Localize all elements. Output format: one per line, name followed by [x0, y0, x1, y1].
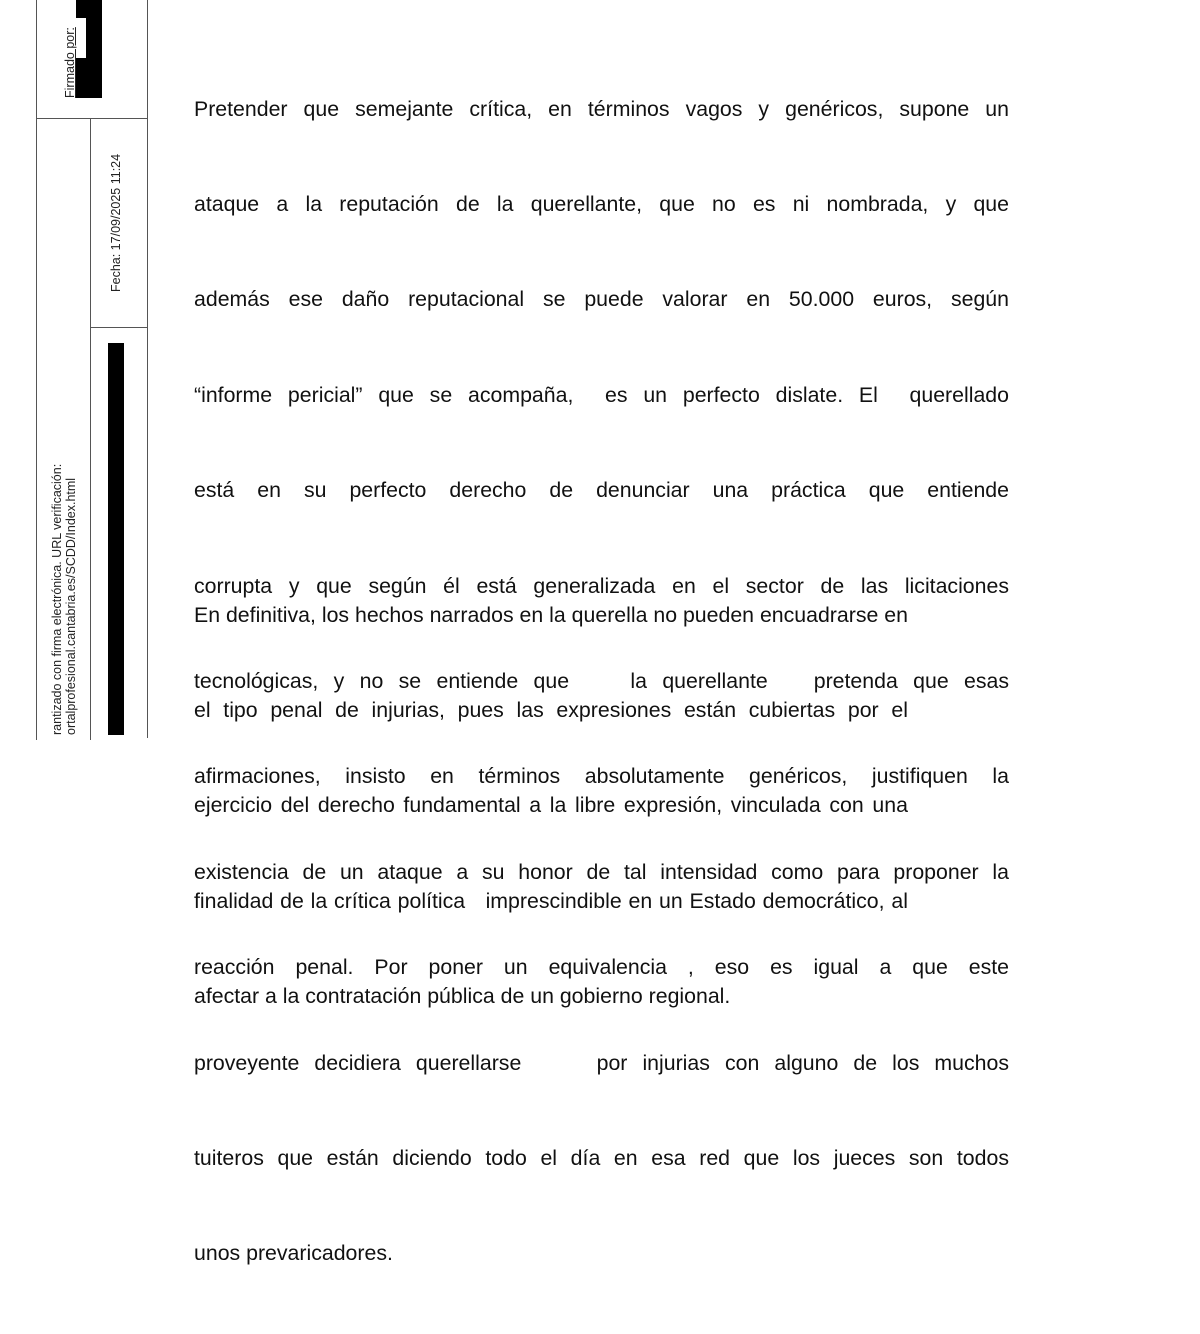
text-line: afectar a la contratación pública de un gobierno regional. — [194, 984, 731, 1009]
text-line: el tipo penal de injurias, pues las expresiones están cubiertas por el — [194, 697, 908, 722]
text-line: En definitiva, los hechos narrados en la querella no pueden encuadrarse en — [194, 602, 908, 627]
redacted-signature — [86, 18, 102, 58]
text-line: ataque a la reputación de la querellante, que no es ni nombrada, y que — [194, 191, 1009, 216]
text-line: está en su perfecto derecho de denunciar una práctica que entiende — [194, 478, 1009, 503]
signed-by-label: Firmado por: — [63, 27, 77, 98]
paragraph — [194, 536, 908, 1077]
document-body — [194, 30, 1009, 1334]
text-line: además ese daño reputacional se puede valorar en 50.000 euros, según — [194, 287, 1009, 312]
verification-url: ortalprofesional.cantabria.es/SCDD/Index.html — [64, 477, 78, 735]
text-line: afirmaciones, insisto en términos absolutamente genéricos, justifiquen la — [194, 764, 1009, 789]
text-line: reacción penal. Por poner un equivalencia , eso es igual a que este — [194, 955, 1009, 980]
column-divider — [90, 118, 91, 740]
text-line: finalidad de la crítica política imprescindible en un Estado democrático, al — [194, 888, 908, 913]
redacted-signature — [76, 0, 102, 18]
horizontal-divider — [36, 118, 148, 119]
signature-date: Fecha: 17/09/2025 11:24 — [109, 153, 123, 292]
redacted-signature — [76, 58, 102, 98]
text-line: existencia de un ataque a su honor de tal intensidad como para proponer la — [194, 859, 1009, 884]
text-line: unos prevaricadores. — [194, 1241, 393, 1266]
text-line: ejercicio del derecho fundamental a la libre expresión, vinculada con una — [194, 793, 908, 818]
text-line: tecnológicas, y no se entiende que la querellante pretenda que esas — [194, 668, 1009, 693]
horizontal-divider — [90, 327, 148, 328]
redacted-code-bar — [108, 343, 124, 735]
text-line: corrupta y que según él está generalizada en el sector de las licitaciones — [194, 573, 1009, 598]
text-line: tuiteros que están diciendo todo el día en esa red que los jueces son todos — [194, 1145, 1009, 1170]
text-line: proveyente decidiera querellarse por injurias con alguno de los muchos — [194, 1050, 1009, 1075]
verification-text — [50, 464, 78, 735]
text-line: Pretender que semejante crítica, en términos vagos y genéricos, supone un — [194, 96, 1009, 121]
text-line: “informe pericial” que se acompaña, es un perfecto dislate. El querellado — [194, 382, 1009, 407]
verification-line: rantizado con firma electrónica. URL verificación: — [50, 463, 64, 735]
